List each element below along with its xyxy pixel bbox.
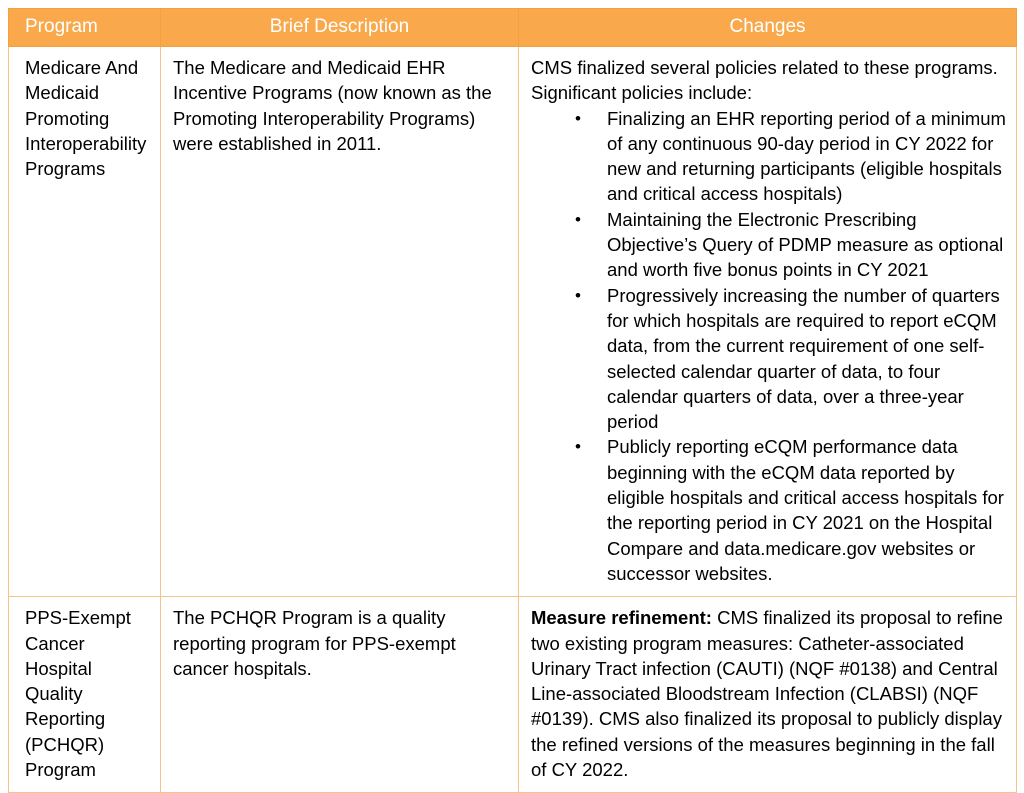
- bullet-text: Publicly reporting eCQM performance data beginning with the eCQM data reported by eligible hospitals and critical access hospitals for the reporting period in CY 2021 on the Hospital Compare and data.medicare.gov websites or successor websites.: [607, 436, 1004, 584]
- bullet-point-icon: •: [575, 209, 581, 229]
- changes-paragraph-2: [531, 605, 1006, 782]
- changes-intro-1: CMS finalized several policies related to these programs. Significant policies include:: [531, 57, 998, 104]
- column-header-brief-description: Brief Description: [161, 9, 519, 47]
- brief-description-text-2: The PCHQR Program is a quality reporting program for PPS-exempt cancer hospitals.: [173, 607, 456, 679]
- table-header-row: [9, 9, 1017, 47]
- cell-program-2: [9, 597, 161, 793]
- cell-changes-2: [519, 597, 1017, 793]
- bullet-text: Progressively increasing the number of quarters for which hospitals are required to report eCQM data, from the current requirement of one self-selected calendar quarter of data, to four calendar quarters of data, over a three-year period: [607, 284, 1000, 433]
- list-item: [531, 283, 1006, 435]
- list-item: [531, 207, 1006, 283]
- table-row: [9, 597, 1017, 793]
- program-name-1: Medicare And Medicaid Promoting Interoperability Programs: [25, 57, 147, 180]
- bullet-point-icon: •: [575, 285, 581, 305]
- table-row: [9, 47, 1017, 597]
- changes-bullet-list-1: [531, 106, 1006, 587]
- bullet-text: Maintaining the Electronic Prescribing Objective’s Query of PDMP measure as optional and worth five bonus points in CY 2021: [607, 208, 1004, 281]
- cell-program-1: [9, 47, 161, 597]
- table-body: [9, 47, 1017, 793]
- column-header-program: Program: [9, 9, 161, 47]
- brief-description-text-1: The Medicare and Medicaid EHR Incentive Programs (now known as the Promoting Interoperability Programs) were established in 2011.: [173, 57, 492, 154]
- table-header: [9, 9, 1017, 47]
- list-item: [531, 434, 1006, 586]
- program-name-2: PPS-Exempt Cancer Hospital Quality Reporting (PCHQR) Program: [25, 607, 131, 781]
- cell-changes-1: [519, 47, 1017, 597]
- cell-brief-description-2: [161, 597, 519, 793]
- measure-refinement-body: CMS finalized its proposal to refine two existing program measures: Catheter-associated Urinary Tract infection (CAUTI) (NQF #0138) and Central Line-associated Bloodstream Infection (CLABSI) (NQF #0139). CMS also finalized its proposal to publicly display the refined versions of the measures beginning in the fall of CY 2022.: [531, 607, 1003, 781]
- program-changes-table: [8, 8, 1017, 793]
- list-item: [531, 106, 1006, 207]
- column-header-changes: Changes: [519, 9, 1017, 47]
- measure-refinement-label: Measure refinement:: [531, 607, 712, 629]
- bullet-point-icon: •: [575, 437, 581, 457]
- bullet-text: Finalizing an EHR reporting period of a minimum of any continuous 90-day period in CY 2022 for new and returning participants (eligible hospitals and critical access hospitals): [607, 107, 1006, 205]
- cell-brief-description-1: [161, 47, 519, 597]
- bullet-point-icon: •: [575, 108, 581, 128]
